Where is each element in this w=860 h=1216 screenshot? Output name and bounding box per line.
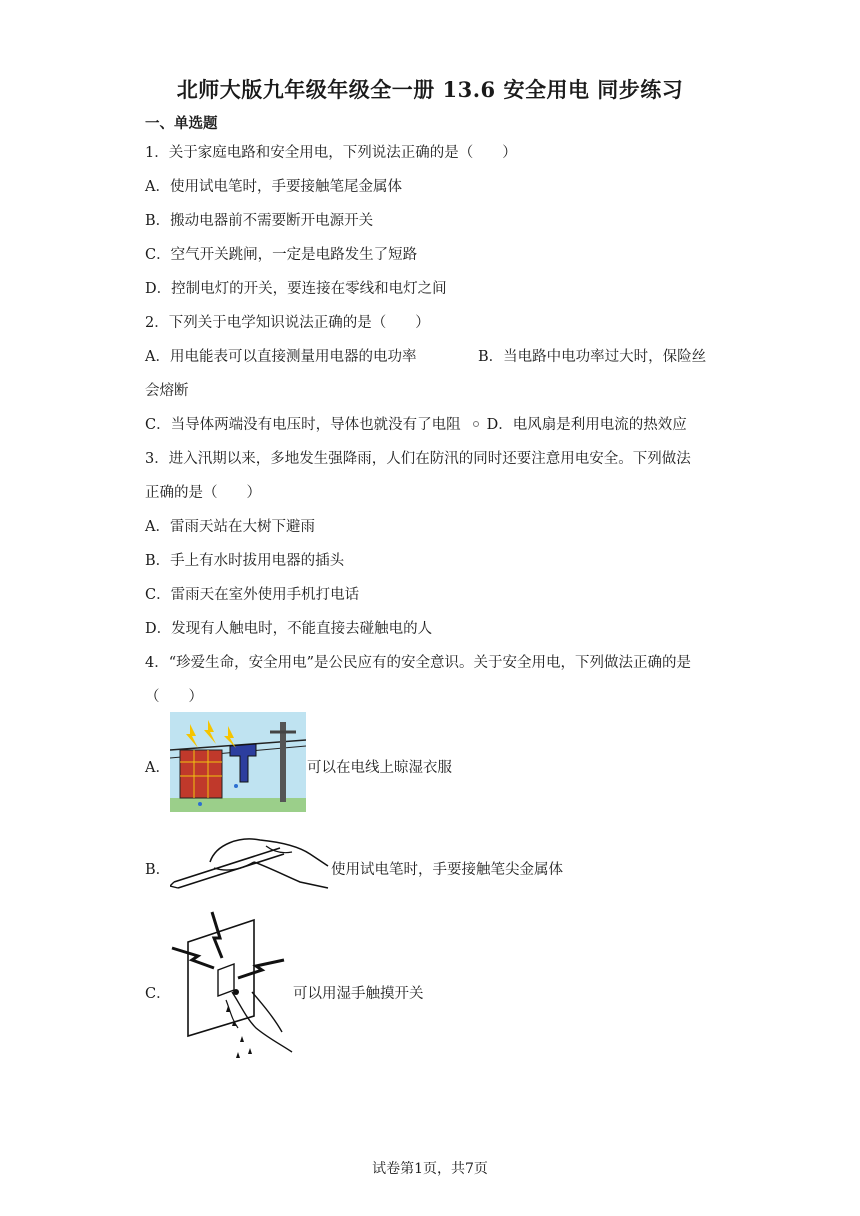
q3-option-b: B．手上有水时拔用电器的插头 bbox=[145, 553, 345, 569]
wet-clothes-on-wire-illustration bbox=[170, 712, 306, 812]
q2-option-d: D．电风扇是利用电流的热效应 bbox=[486, 417, 687, 433]
q4-option-c-text: 可以用湿手触摸开关 bbox=[293, 986, 424, 1002]
page-footer: 试卷第1页，共7页 bbox=[372, 1161, 488, 1177]
q3-option-a: A．雷雨天站在大树下避雨 bbox=[145, 519, 315, 535]
q4-option-b-text: 使用试电笔时，手要接触笔尖金属体 bbox=[331, 862, 563, 878]
q4-option-c-label: C． bbox=[145, 986, 171, 1002]
q1-option-a: A．使用试电笔时，手要接触笔尾金属体 bbox=[145, 179, 402, 195]
q4-stem-cont: （ ） bbox=[145, 689, 203, 705]
q4-stem: 4．“珍爱生命，安全用电”是公民应有的安全意识。关于安全用电，下列做法正确的是 bbox=[145, 655, 692, 671]
q1-option-c: C．空气开关跳闸，一定是电路发生了短路 bbox=[145, 247, 418, 263]
q3-stem-cont: 正确的是（ ） bbox=[145, 485, 261, 501]
q1-option-b: B．搬动电器前不需要断开电源开关 bbox=[145, 213, 374, 229]
q4-option-b-label: B． bbox=[145, 862, 171, 878]
q1-option-d: D．控制电灯的开关，要连接在零线和电灯之间 bbox=[145, 281, 447, 297]
q2-option-c bbox=[145, 413, 687, 434]
q3-option-d: D．发现有人触电时，不能直接去碰触电的人 bbox=[145, 621, 433, 637]
q4-option-a-text: 可以在电线上晾湿衣服 bbox=[307, 760, 452, 776]
q4-option-a-label: A． bbox=[145, 760, 170, 776]
q2-stem: 2．下列关于电学知识说法正确的是（ ） bbox=[145, 315, 430, 331]
page-title: 北师大版九年级年级全一册 13.6 安全用电 同步练习 bbox=[176, 77, 684, 102]
dot-icon bbox=[473, 421, 479, 427]
q3-option-c: C．雷雨天在室外使用手机打电话 bbox=[145, 587, 360, 603]
q2-option-b: B．当电路中电功率过大时，保险丝 bbox=[478, 349, 707, 365]
q2-option-b-cont: 会熔断 bbox=[145, 383, 189, 399]
q3-stem: 3．进入汛期以来，多地发生强降雨，人们在防汛的同时还要注意用电安全。下列做法 bbox=[145, 451, 691, 467]
test-pen-hand-illustration bbox=[170, 832, 330, 896]
section-heading: 一、单选题 bbox=[145, 115, 218, 132]
wet-hand-switch-illustration bbox=[168, 908, 294, 1058]
q2-option-a: A．用电能表可以直接测量用电器的电功率 bbox=[145, 349, 417, 365]
q2-option-c-text: C．当导体两端没有电压时，导体也就没有了电阻 bbox=[145, 417, 461, 433]
q1-stem: 1．关于家庭电路和安全用电，下列说法正确的是（ ） bbox=[145, 145, 517, 161]
